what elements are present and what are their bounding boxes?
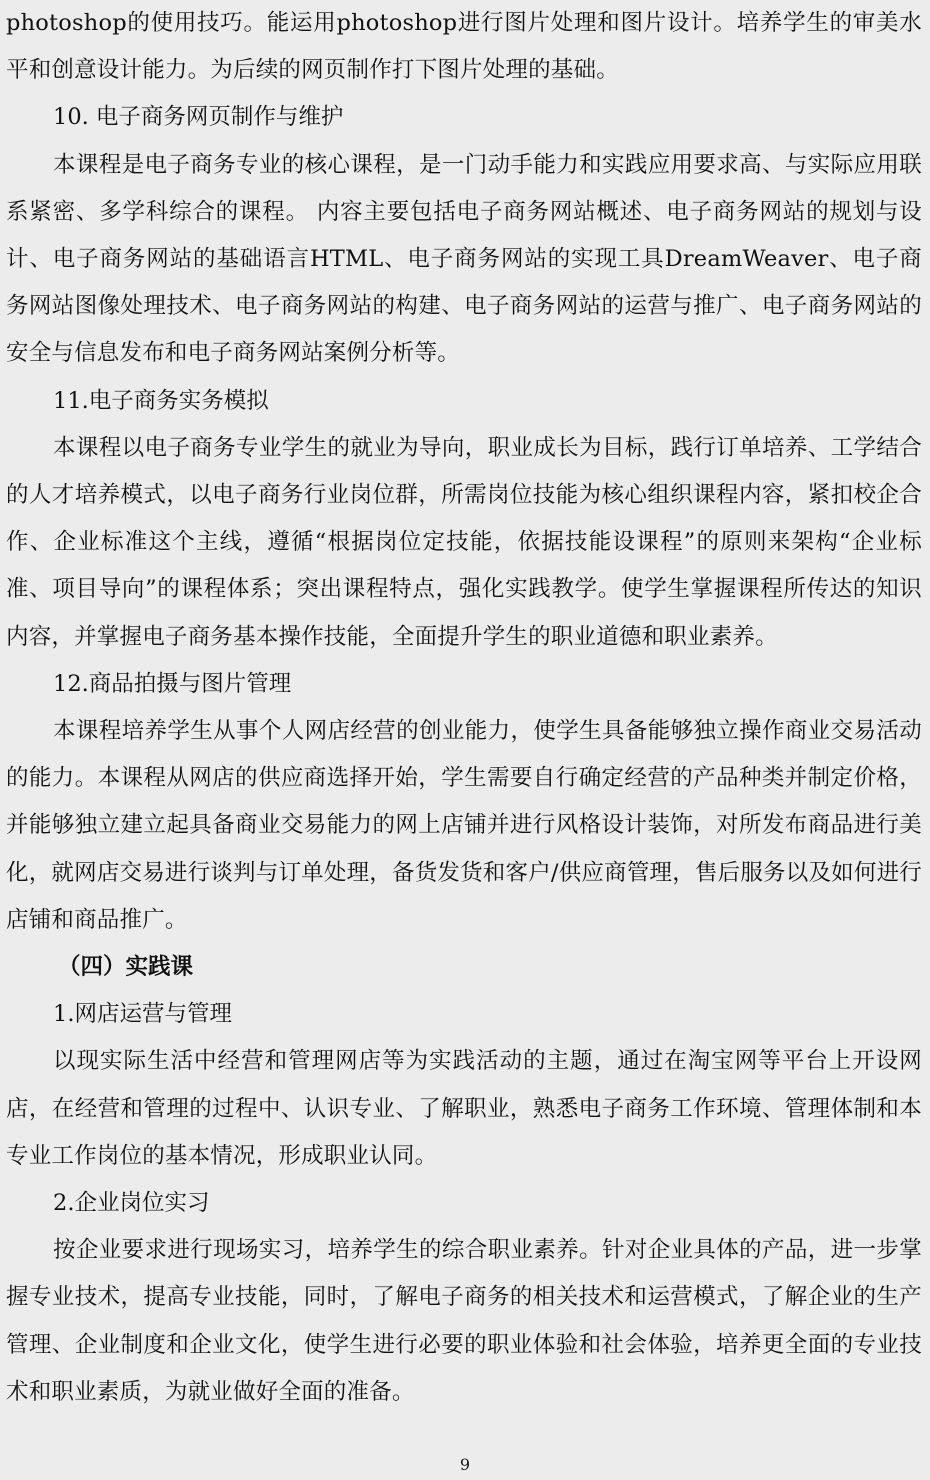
paragraph-course-11: 本课程以电子商务专业学生的就业为导向，职业成长为目标，践行订单培养、工学结合的人才培养模式，以电子商务行业岗位群，所需岗位技能为核心组织课程内容，紧扣校企合作、企业标准这个主线，遵循“根据岗位定技能，依据技能设课程”的原则来架构“企业标准、项目导向”的课程体系；突出课程特点，强化实践教学。使学生掌握课程所传达的知识内容，并掌握电子商务基本操作技能，全面提升学生的职业道德和职业素养。 [6,434,922,650]
heading-practice-2: 2.企业岗位实习 [53,1190,210,1217]
paragraph-practice-2: 按企业要求进行现场实习，培养学生的综合职业素养。针对企业具体的产品，进一步掌握专业技术，提高专业技能，同时，了解电子商务的相关技术和运营模式，了解企业的生产管理、企业制度和企业文化，使学生进行必要的职业体验和社会体验，培养更全面的专业技术和职业素质，为就业做好全面的准备。 [6,1237,922,1405]
heading-course-10: 10. 电子商务网页制作与维护 [53,104,344,131]
page-number: 9 [459,1455,471,1474]
document-body [6,0,922,1416]
section-heading-practice: （四）实践课 [58,954,194,981]
heading-course-11: 11.电子商务实务模拟 [53,387,269,414]
paragraph-course-12: 本课程培养学生从事个人网店经营的创业能力，使学生具备能够独立操作商业交易活动的能力。本课程从网店的供应商选择开始，学生需要自行确定经营的产品种类并制定价格，并能够独立建立起具备商业交易能力的网上店铺并进行风格设计装饰，对所发布商品进行美化，就网店交易进行谈判与订单处理，备货发货和客户/供应商管理，售后服务以及如何进行店铺和商品推广。 [6,718,922,933]
paragraph-photoshop-continuation: photoshop的使用技巧。能运用photoshop进行图片处理和图片设计。培养学生的审美水平和创意设计能力。为后续的网页制作打下图片处理的基础。 [6,10,922,84]
heading-practice-1: 1.网店运营与管理 [53,1001,232,1028]
paragraph-course-10: 本课程是电子商务专业的核心课程，是一门动手能力和实践应用要求高、与实际应用联系紧密、多学科综合的课程。 内容主要包括电子商务网站概述、电子商务网站的规划与设计、电子商务网站的基础语言HTML、电子商务网站的实现工具DreamWeaver、电子商务网站图像处理技术、电子商务网站的构建、电子商务网站的运营与推广、电子商务网站的安全与信息发布和电子商务网站案例分析等。 [6,151,922,367]
paragraph-practice-1: 以现实际生活中经营和管理网店等为实践活动的主题，通过在淘宝网等平台上开设网店，在经营和管理的过程中、认识专业、了解职业，熟悉电子商务工作环境、管理体制和本专业工作岗位的基本情况，形成职业认同。 [6,1048,922,1169]
heading-course-12: 12.商品拍摄与图片管理 [53,670,292,697]
